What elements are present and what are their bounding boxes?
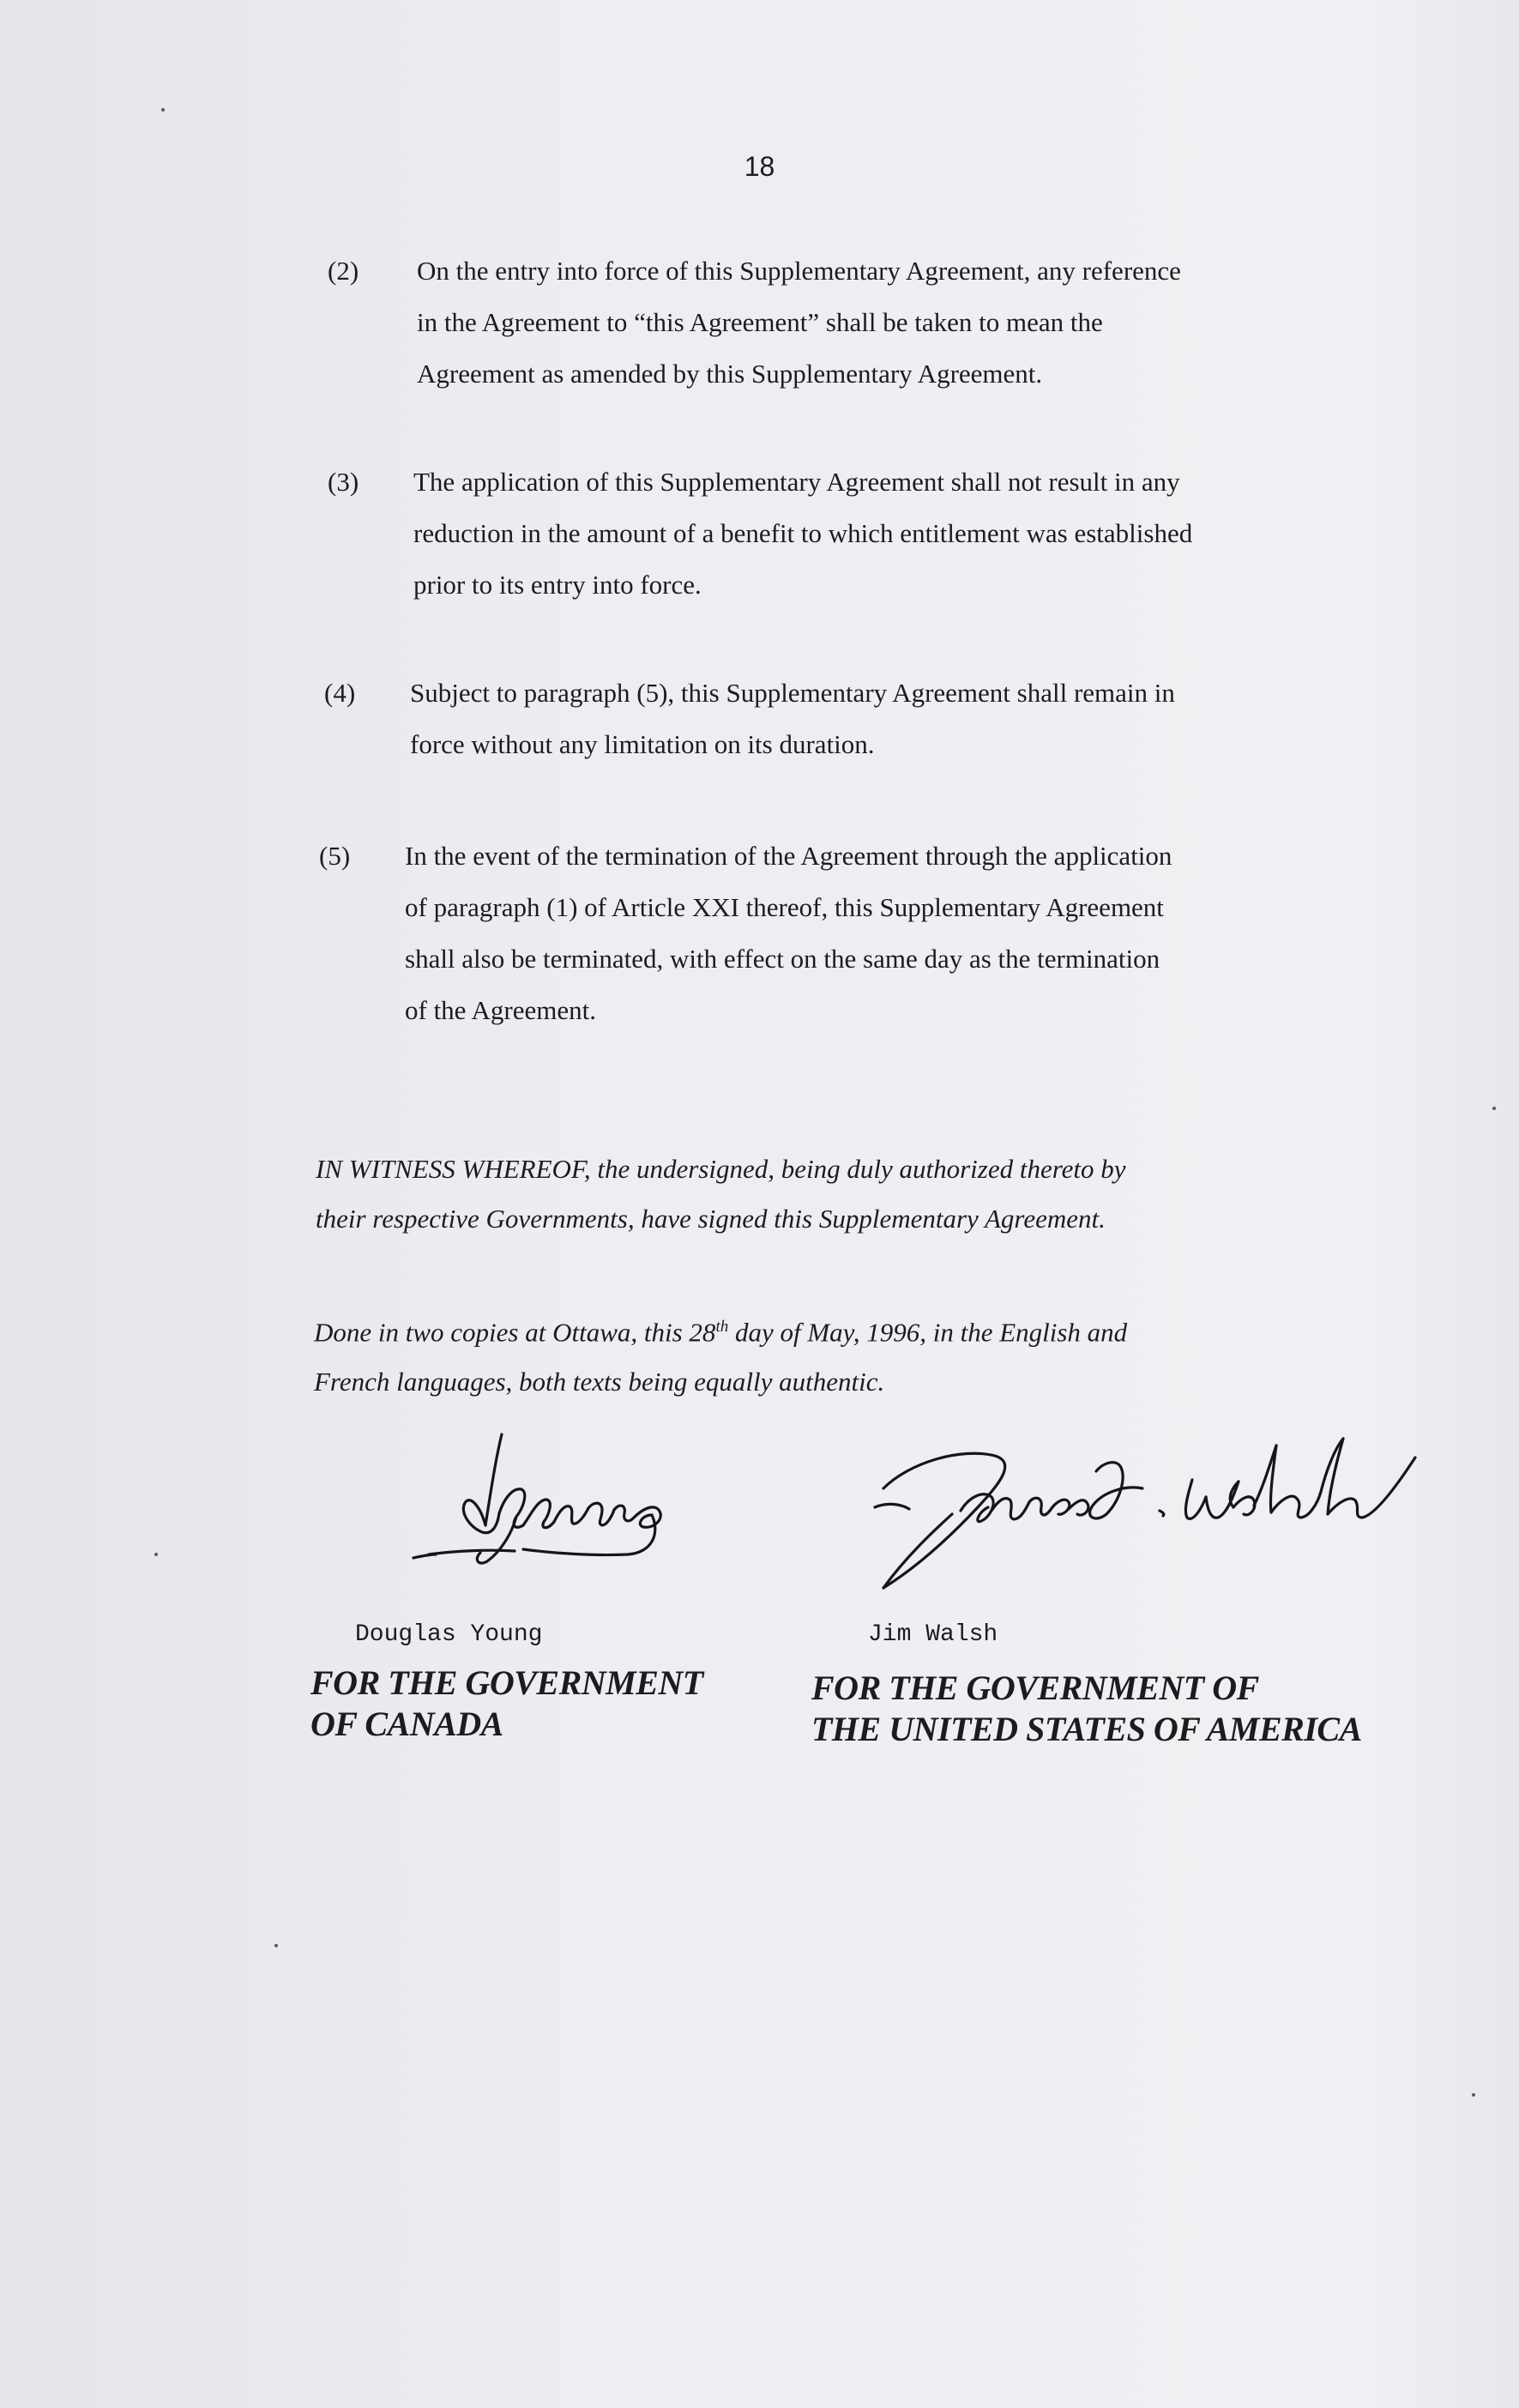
paragraph-number: (3) <box>328 467 359 497</box>
done-line <box>314 1302 1377 1357</box>
paragraph-line: Agreement as amended by this Supplementary Agreement. <box>417 359 1043 389</box>
signature-walsh <box>823 1428 1424 1600</box>
paragraph-line: Subject to paragraph (5), this Supplementary Agreement shall remain in <box>410 678 1175 708</box>
paragraph-3 <box>328 456 1357 611</box>
gov-line: FOR THE GOVERNMENT OF <box>811 1669 1259 1707</box>
done-line: French languages, both texts being equally authentic. <box>314 1367 885 1397</box>
witness-line: their respective Governments, have signed this Supplementary Agreement. <box>316 1204 1106 1234</box>
paragraph-line: shall also be terminated, with effect on the same day as the termination <box>405 944 1160 974</box>
scan-speck <box>1472 2093 1475 2097</box>
ordinal-suffix: th <box>715 1318 729 1336</box>
scan-speck <box>1492 1107 1496 1110</box>
done-text-pre: Done in two copies at Ottawa, this 28 <box>314 1317 716 1348</box>
paragraph-line: prior to its entry into force. <box>413 570 702 600</box>
government-usa <box>811 1668 1412 1750</box>
gov-line: OF CANADA <box>310 1705 503 1743</box>
paragraph-line: In the event of the termination of the Agreement through the application <box>405 841 1172 871</box>
scan-speck <box>161 108 165 112</box>
paragraph-line: reduction in the amount of a benefit to which entitlement was established <box>413 518 1193 548</box>
paragraph-number: (4) <box>324 678 356 708</box>
paragraph-line: force without any limitation on its duration. <box>410 729 875 759</box>
paragraph-4 <box>324 667 1353 770</box>
paragraph-line: of paragraph (1) of Article XXI thereof, this Supplementary Agreement <box>405 892 1164 922</box>
paragraph-line: in the Agreement to “this Agreement” shall be taken to mean the <box>417 307 1103 337</box>
signatory-name-canada: Douglas Young <box>355 1621 543 1648</box>
done-clause <box>314 1302 1377 1407</box>
signatory-name-usa: Jim Walsh <box>868 1621 998 1648</box>
paragraph-line: On the entry into force of this Supplementary Agreement, any reference <box>417 256 1181 286</box>
government-canada <box>310 1663 791 1745</box>
witness-line: IN WITNESS WHEREOF, the undersigned, being duly authorized thereto by <box>316 1154 1126 1184</box>
gov-line: FOR THE GOVERNMENT <box>310 1663 703 1702</box>
signature-young <box>403 1424 763 1587</box>
page-number: 18 <box>744 151 775 182</box>
paragraph-5 <box>319 830 1348 1036</box>
scan-speck <box>154 1553 158 1556</box>
paragraph-number: (2) <box>328 256 359 286</box>
paragraph-line: The application of this Supplementary Agreement shall not result in any <box>413 467 1180 497</box>
gov-line: THE UNITED STATES OF AMERICA <box>811 1710 1362 1748</box>
paragraph-2 <box>328 245 1357 400</box>
witness-clause <box>316 1144 1345 1244</box>
paragraph-number: (5) <box>319 841 351 871</box>
scan-speck <box>274 1944 278 1947</box>
paragraph-line: of the Agreement. <box>405 995 596 1025</box>
done-text-post: day of May, 1996, in the English and <box>728 1317 1128 1348</box>
